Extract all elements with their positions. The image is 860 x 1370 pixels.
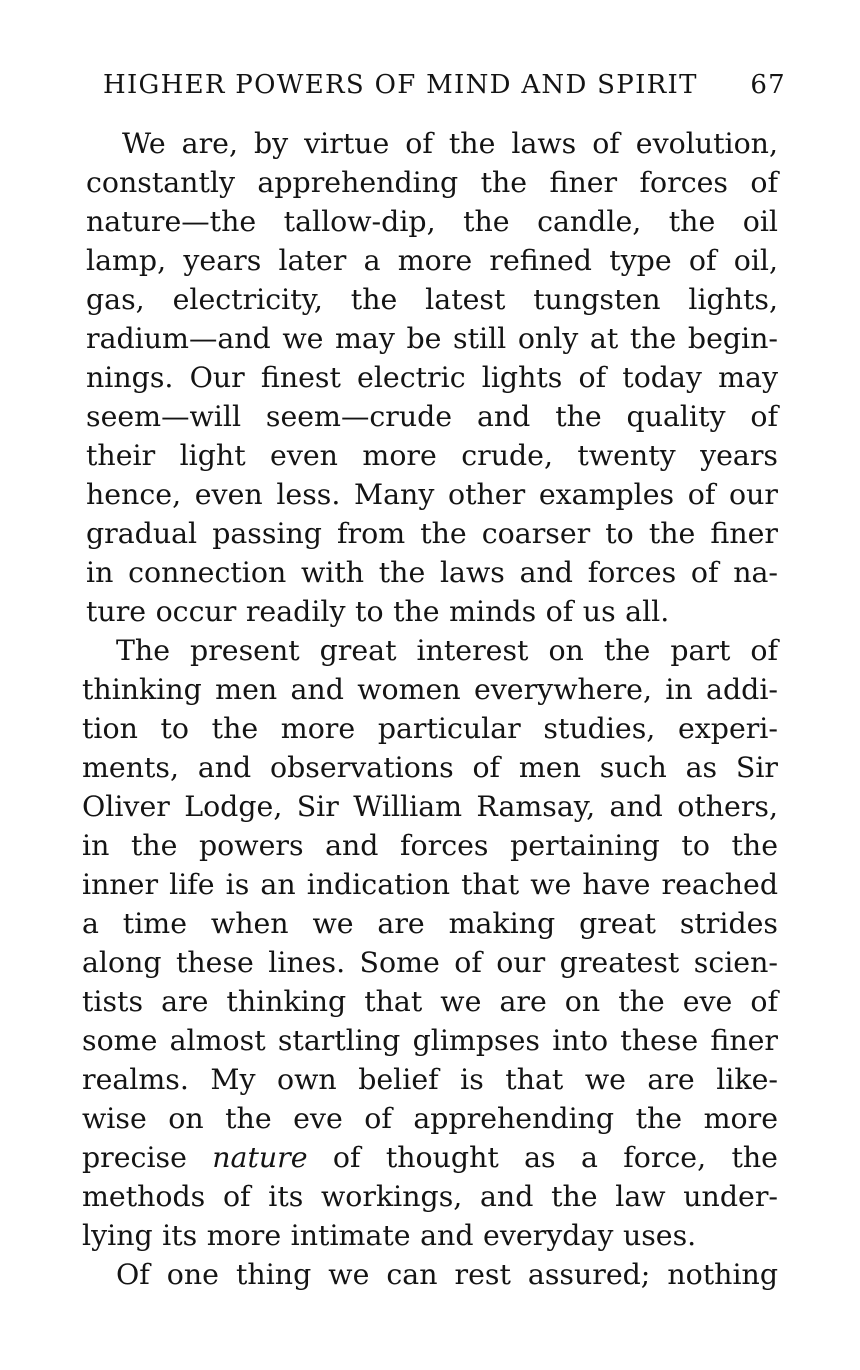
text-line: The present great interest on the part of xyxy=(116,634,778,667)
text-line: gas, electricity, the latest tungsten lights, xyxy=(86,283,778,316)
text-line: ture occur readily to the minds of us all. xyxy=(86,595,670,628)
paragraph-2 xyxy=(82,631,778,1255)
text-line: along these lines. Some of our greatest scien- xyxy=(82,946,778,979)
emphasized-word: nature xyxy=(212,1141,308,1174)
text-line: lying its more intimate and everyday uses. xyxy=(82,1219,697,1252)
text-line: Of one thing we can rest assured; nothing xyxy=(116,1258,778,1291)
body-text xyxy=(82,124,778,1294)
page-number: 67 xyxy=(750,70,786,100)
text-line: realms. My own belief is that we are like- xyxy=(82,1063,778,1096)
running-head-title: HIGHER POWERS OF MIND AND SPIRIT xyxy=(103,70,698,100)
text-line: inner life is an indication that we have reached xyxy=(82,868,778,901)
text-line: radium—and we may be still only at the begin- xyxy=(86,322,778,355)
paragraph-1 xyxy=(82,124,778,631)
text-line: their light even more crude, twenty years xyxy=(86,439,778,472)
text-line: seem—will seem—crude and the quality of xyxy=(86,400,778,433)
text-line: in connection with the laws and forces of na- xyxy=(86,556,778,589)
text-line: nature—the tallow-dip, the candle, the oil xyxy=(86,205,778,238)
text-line: lamp, years later a more refined type of oil, xyxy=(86,244,778,277)
text-line: wise on the eve of apprehending the more xyxy=(82,1102,778,1135)
text-line: in the powers and forces pertaining to the xyxy=(82,829,778,862)
running-head xyxy=(103,70,786,110)
line-text-after: of thought as a force, the xyxy=(307,1141,778,1174)
text-line: ments, and observations of men such as Sir xyxy=(82,751,778,784)
text-line: tists are thinking that we are on the eve of xyxy=(82,985,778,1018)
paragraph-3 xyxy=(82,1255,778,1294)
text-line-with-emphasis xyxy=(82,1138,778,1177)
text-line: some almost startling glimpses into these finer xyxy=(82,1024,778,1057)
text-line: We are, by virtue of the laws of evolution, xyxy=(122,127,778,160)
text-line: Oliver Lodge, Sir William Ramsay, and others, xyxy=(82,790,778,823)
text-line: hence, even less. Many other examples of our xyxy=(86,478,778,511)
text-line: constantly apprehending the finer forces of xyxy=(86,166,778,199)
text-line: gradual passing from the coarser to the finer xyxy=(86,517,778,550)
text-line: thinking men and women everywhere, in addi- xyxy=(82,673,778,706)
text-line: nings. Our finest electric lights of today may xyxy=(86,361,778,394)
text-line: methods of its workings, and the law under- xyxy=(82,1180,778,1213)
line-text-before: precise xyxy=(82,1141,213,1174)
text-line: tion to the more particular studies, experi- xyxy=(82,712,778,745)
text-line: a time when we are making great strides xyxy=(82,907,778,940)
